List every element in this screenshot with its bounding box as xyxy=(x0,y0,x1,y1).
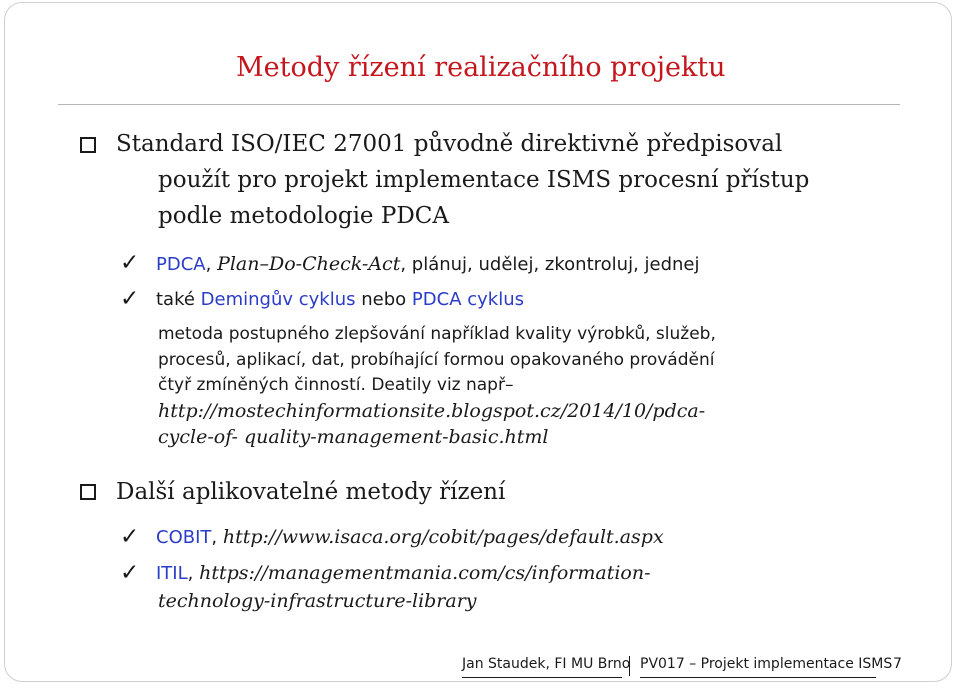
itil-url-continuation xyxy=(158,588,477,615)
description-line-3: čtyř zmíněných činností. Deatily viz např– xyxy=(158,375,514,396)
pdca-cycle-link[interactable]: PDCA cyklus xyxy=(411,289,524,310)
deming-prefix: také xyxy=(156,289,201,310)
description-line-1: metoda postupného zlepšování například kvality výrobků, služeb, xyxy=(158,324,716,344)
pdca-acronym: PDCA xyxy=(156,254,206,275)
bullet1-line-3: podle metodologie PDCA xyxy=(158,203,449,229)
title-divider xyxy=(58,104,900,105)
footer-underline-right xyxy=(640,677,876,678)
footer-separator xyxy=(629,656,630,676)
pdca-description xyxy=(158,322,716,451)
cobit-name: COBIT xyxy=(156,527,212,548)
bullet1-line-1: Standard ISO/IEC 27001 původně direktivně předpisoval xyxy=(116,131,783,157)
itil-name: ITIL xyxy=(156,563,188,584)
itil-separator: , xyxy=(187,563,200,584)
deming-line xyxy=(156,287,524,313)
pdca-line xyxy=(156,251,700,278)
square-bullet-icon xyxy=(80,484,96,500)
itil-line xyxy=(156,560,651,587)
pdca-expansion: Plan–Do-Check-Act xyxy=(217,253,401,275)
cobit-url[interactable]: http://www.isaca.org/cobit/pages/default.aspx xyxy=(222,526,664,548)
bullet1-line-2: použít pro projekt implementace ISMS procesní přístup xyxy=(158,167,810,193)
deming-mid: nebo xyxy=(355,289,412,310)
checkmark-icon: ✓ xyxy=(120,560,140,586)
square-bullet-icon xyxy=(80,137,96,153)
footer-course: PV017 – Projekt implementace ISMS xyxy=(640,656,893,672)
bullet2-text: Další aplikovatelné metody řízení xyxy=(116,479,506,505)
cobit-line xyxy=(156,524,664,551)
checkmark-icon: ✓ xyxy=(120,524,140,550)
footer-page-number: 7 xyxy=(893,656,902,672)
footer-underline-left xyxy=(462,677,622,678)
pdca-url-line-2[interactable]: cycle-of- quality-management-basic.html xyxy=(158,425,549,448)
slide-title: Metody řízení realizačního projektu xyxy=(236,52,726,83)
pdca-url-line-1[interactable]: http://mostechinformationsite.blogspot.cz/2014/10/pdca- xyxy=(158,400,706,423)
pdca-separator: , xyxy=(205,254,218,275)
cobit-separator: , xyxy=(211,527,223,548)
itil-url-line-2[interactable]: technology-infrastructure-library xyxy=(158,590,477,612)
footer-author: Jan Staudek, FI MU Brno xyxy=(462,656,631,672)
itil-url-line-1[interactable]: https://managementmania.com/cs/information- xyxy=(199,562,651,584)
description-line-2: procesů, aplikací, dat, probíhající formou opakovaného provádění xyxy=(158,349,715,370)
deming-cycle-link[interactable]: Demingův cyklus xyxy=(200,289,356,310)
pdca-translation: , plánuj, udělej, zkontroluj, jednej xyxy=(400,254,700,275)
checkmark-icon: ✓ xyxy=(120,250,140,276)
checkmark-icon: ✓ xyxy=(120,286,140,312)
